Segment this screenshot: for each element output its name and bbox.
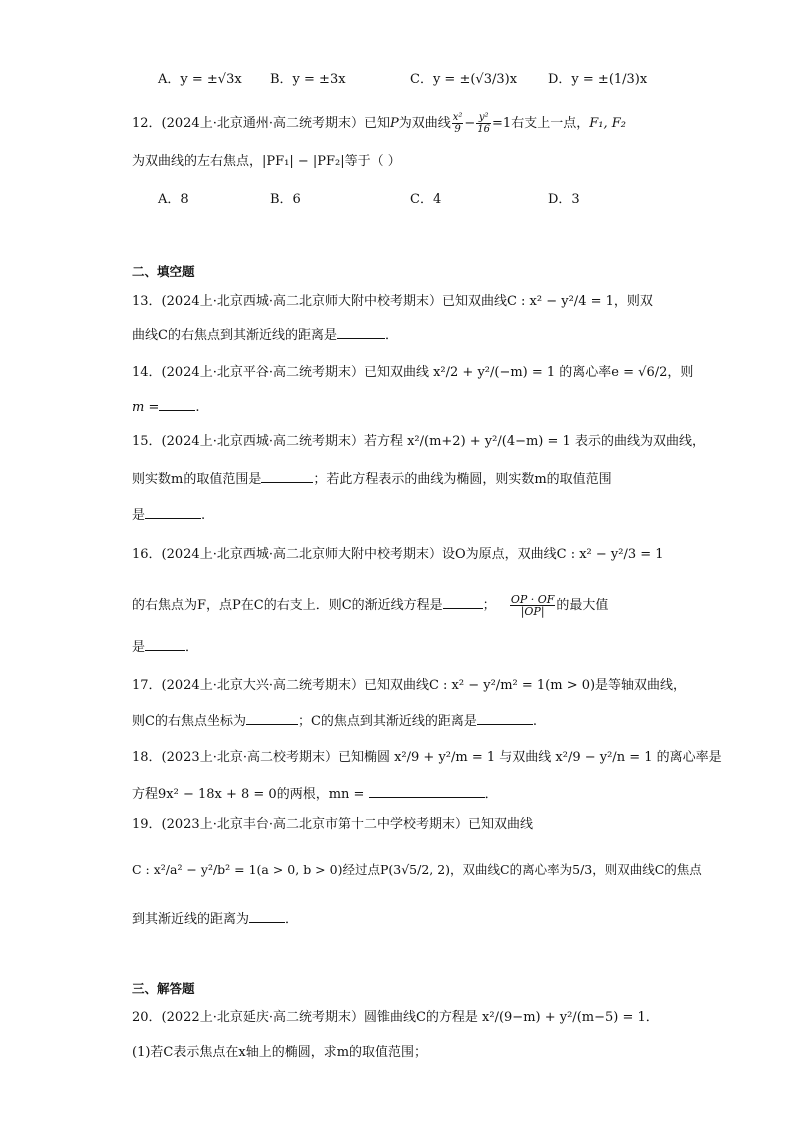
q14-line1: 14．(2024上·北京平谷·高二统考期末）已知双曲线 x²/2 + y²/(−m) = 1 的离心率e = √6/2，则: [132, 365, 694, 380]
q19-line2: C : x²/a² − y²/b² = 1(a > 0, b > 0)经过点P(3√5/2, 2)，双曲线C的离心率为5/3，则双曲线C的焦点: [132, 862, 702, 877]
q16-vector-fraction: $\frac{OP \cdot OF}{|OP|}$: [510, 593, 555, 618]
q15-line2: [132, 470, 612, 490]
q18-line2-text: 方程9x² − 18x + 8 = 0的两根，mn =: [132, 787, 365, 802]
q12-prefix: 12．(2024上·北京通州·高二统考期末）已知: [132, 116, 390, 131]
q12-line2: 为双曲线的左右焦点，|PF₁| − |PF₂|等于（ ）: [132, 154, 401, 169]
q12-mid2: 右支上一点，: [511, 116, 590, 131]
q12-frac-x: $\frac{\text{x²}}{9}$: [452, 112, 463, 135]
q16-line2-text: 的右焦点为F，点P在C的右支上．则C的渐近线方程是: [132, 598, 443, 613]
q11-option-b: B．y = ±3x: [270, 72, 346, 87]
q17-answer-blank-2: [477, 712, 533, 725]
q12-option-d: D．3: [548, 192, 580, 207]
q15-line3: 是 .: [132, 508, 206, 523]
q16-line2b-text: ；: [482, 598, 496, 613]
q14-line2-text: m =: [132, 400, 160, 415]
q20-line2: (1)若C表示焦点在x轴上的椭圆，求m的取值范围；: [132, 1045, 428, 1060]
q17-line2-text: 则C的右焦点坐标为: [132, 714, 246, 729]
q14-line2: m = .: [132, 400, 200, 415]
q15-line2b-text: ；若此方程表示的曲线为椭圆，则实数m的取值范围: [313, 472, 612, 487]
q17-line2: 则C的右焦点坐标为 ；C的焦点到其渐近线的距离是 .: [132, 714, 538, 729]
q13-line2-text: 曲线C的右焦点到其渐近线的距离是: [132, 328, 337, 343]
q16-answer-blank-1: [443, 596, 483, 609]
q11-option-c: C．y = ±(√3/3)x: [410, 72, 518, 87]
section-answer-heading: 三、解答题: [132, 981, 195, 996]
q17-answer-blank-1: [246, 712, 298, 725]
q18-line2: 方程9x² − 18x + 8 = 0的两根，mn = ．: [132, 787, 498, 802]
q15-answer-blank-2: [145, 506, 201, 519]
q16-line2c-text: 的最大值: [556, 598, 609, 613]
q17-line1: 17．(2024上·北京大兴·高二统考期末）已知双曲线C : x² − y²/m² = 1(m > 0)是等轴双曲线，: [132, 678, 687, 693]
q12-frac-y: $\frac{\text{y²}}{16}$: [477, 112, 491, 135]
q18-answer-blank: [369, 785, 485, 798]
q19-answer-blank: [249, 910, 285, 923]
q16-line3: 是 ．: [132, 640, 199, 655]
q19-line3-text: 到其渐近线的距离为: [132, 912, 250, 927]
q19-line3: 到其渐近线的距离为 ．: [132, 912, 299, 927]
q12-option-a: A．8: [158, 192, 189, 207]
q13-line2: 曲线C的右焦点到其渐近线的距离是 ．: [132, 328, 398, 343]
q12-mid: 为双曲线: [398, 116, 451, 131]
q13-line1: 13．(2024上·北京西城·高二北京师大附中校考期末）已知双曲线C : x² − y²/4 = 1，则双: [132, 294, 653, 309]
q16-answer-blank-2: [145, 638, 185, 651]
q16-line1: 16．(2024上·北京西城·高二北京师大附中校考期末）设O为原点，双曲线C : x² − y²/3 = 1: [132, 547, 664, 562]
q17-line2b-text: ；C的焦点到其渐近线的距离是: [297, 714, 477, 729]
q12-line1: 12．(2024上·北京通州·高二统考期末）已知P为双曲线 $\frac{\text{x²}}{9}$ − $\frac{\text{y²}}{16}$ =1右支上一点，F₁, F₂: [132, 112, 626, 135]
section-fill-blank-heading: 二、填空题: [132, 264, 195, 279]
q11-option-a: A．y = ±√3x: [158, 72, 242, 87]
q12-option-b: B．6: [270, 192, 301, 207]
q15-line1: 15．(2024上·北京西城·高二统考期末）若方程 x²/(m+2) + y²/(4−m) = 1 表示的曲线为双曲线，: [132, 434, 705, 449]
q15-answer-blank-1: [261, 470, 313, 483]
q12-option-c: C．4: [410, 192, 442, 207]
q20-line1: 20．(2022上·北京延庆·高二统考期末）圆锥曲线C的方程是 x²/(9−m) + y²/(m−5) = 1．: [132, 1010, 659, 1025]
q13-answer-blank: [337, 326, 385, 339]
q19-line1: 19．(2023上·北京丰台·高二北京市第十二中学校考期末）已知双曲线: [132, 817, 533, 832]
q14-answer-blank: [159, 398, 195, 411]
q11-option-d: D．y = ±(1/3)x: [548, 72, 648, 87]
q15-line2-text: 则实数m的取值范围是: [132, 472, 262, 487]
q16-line2: [132, 594, 608, 617]
q15-line3-text: 是: [132, 508, 146, 523]
q16-line3-text: 是: [132, 640, 146, 655]
q18-line1: 18．(2023上·北京·高二校考期末）已知椭圆 x²/9 + y²/m = 1 与双曲线 x²/9 − y²/n = 1 的离心率是: [132, 750, 722, 765]
